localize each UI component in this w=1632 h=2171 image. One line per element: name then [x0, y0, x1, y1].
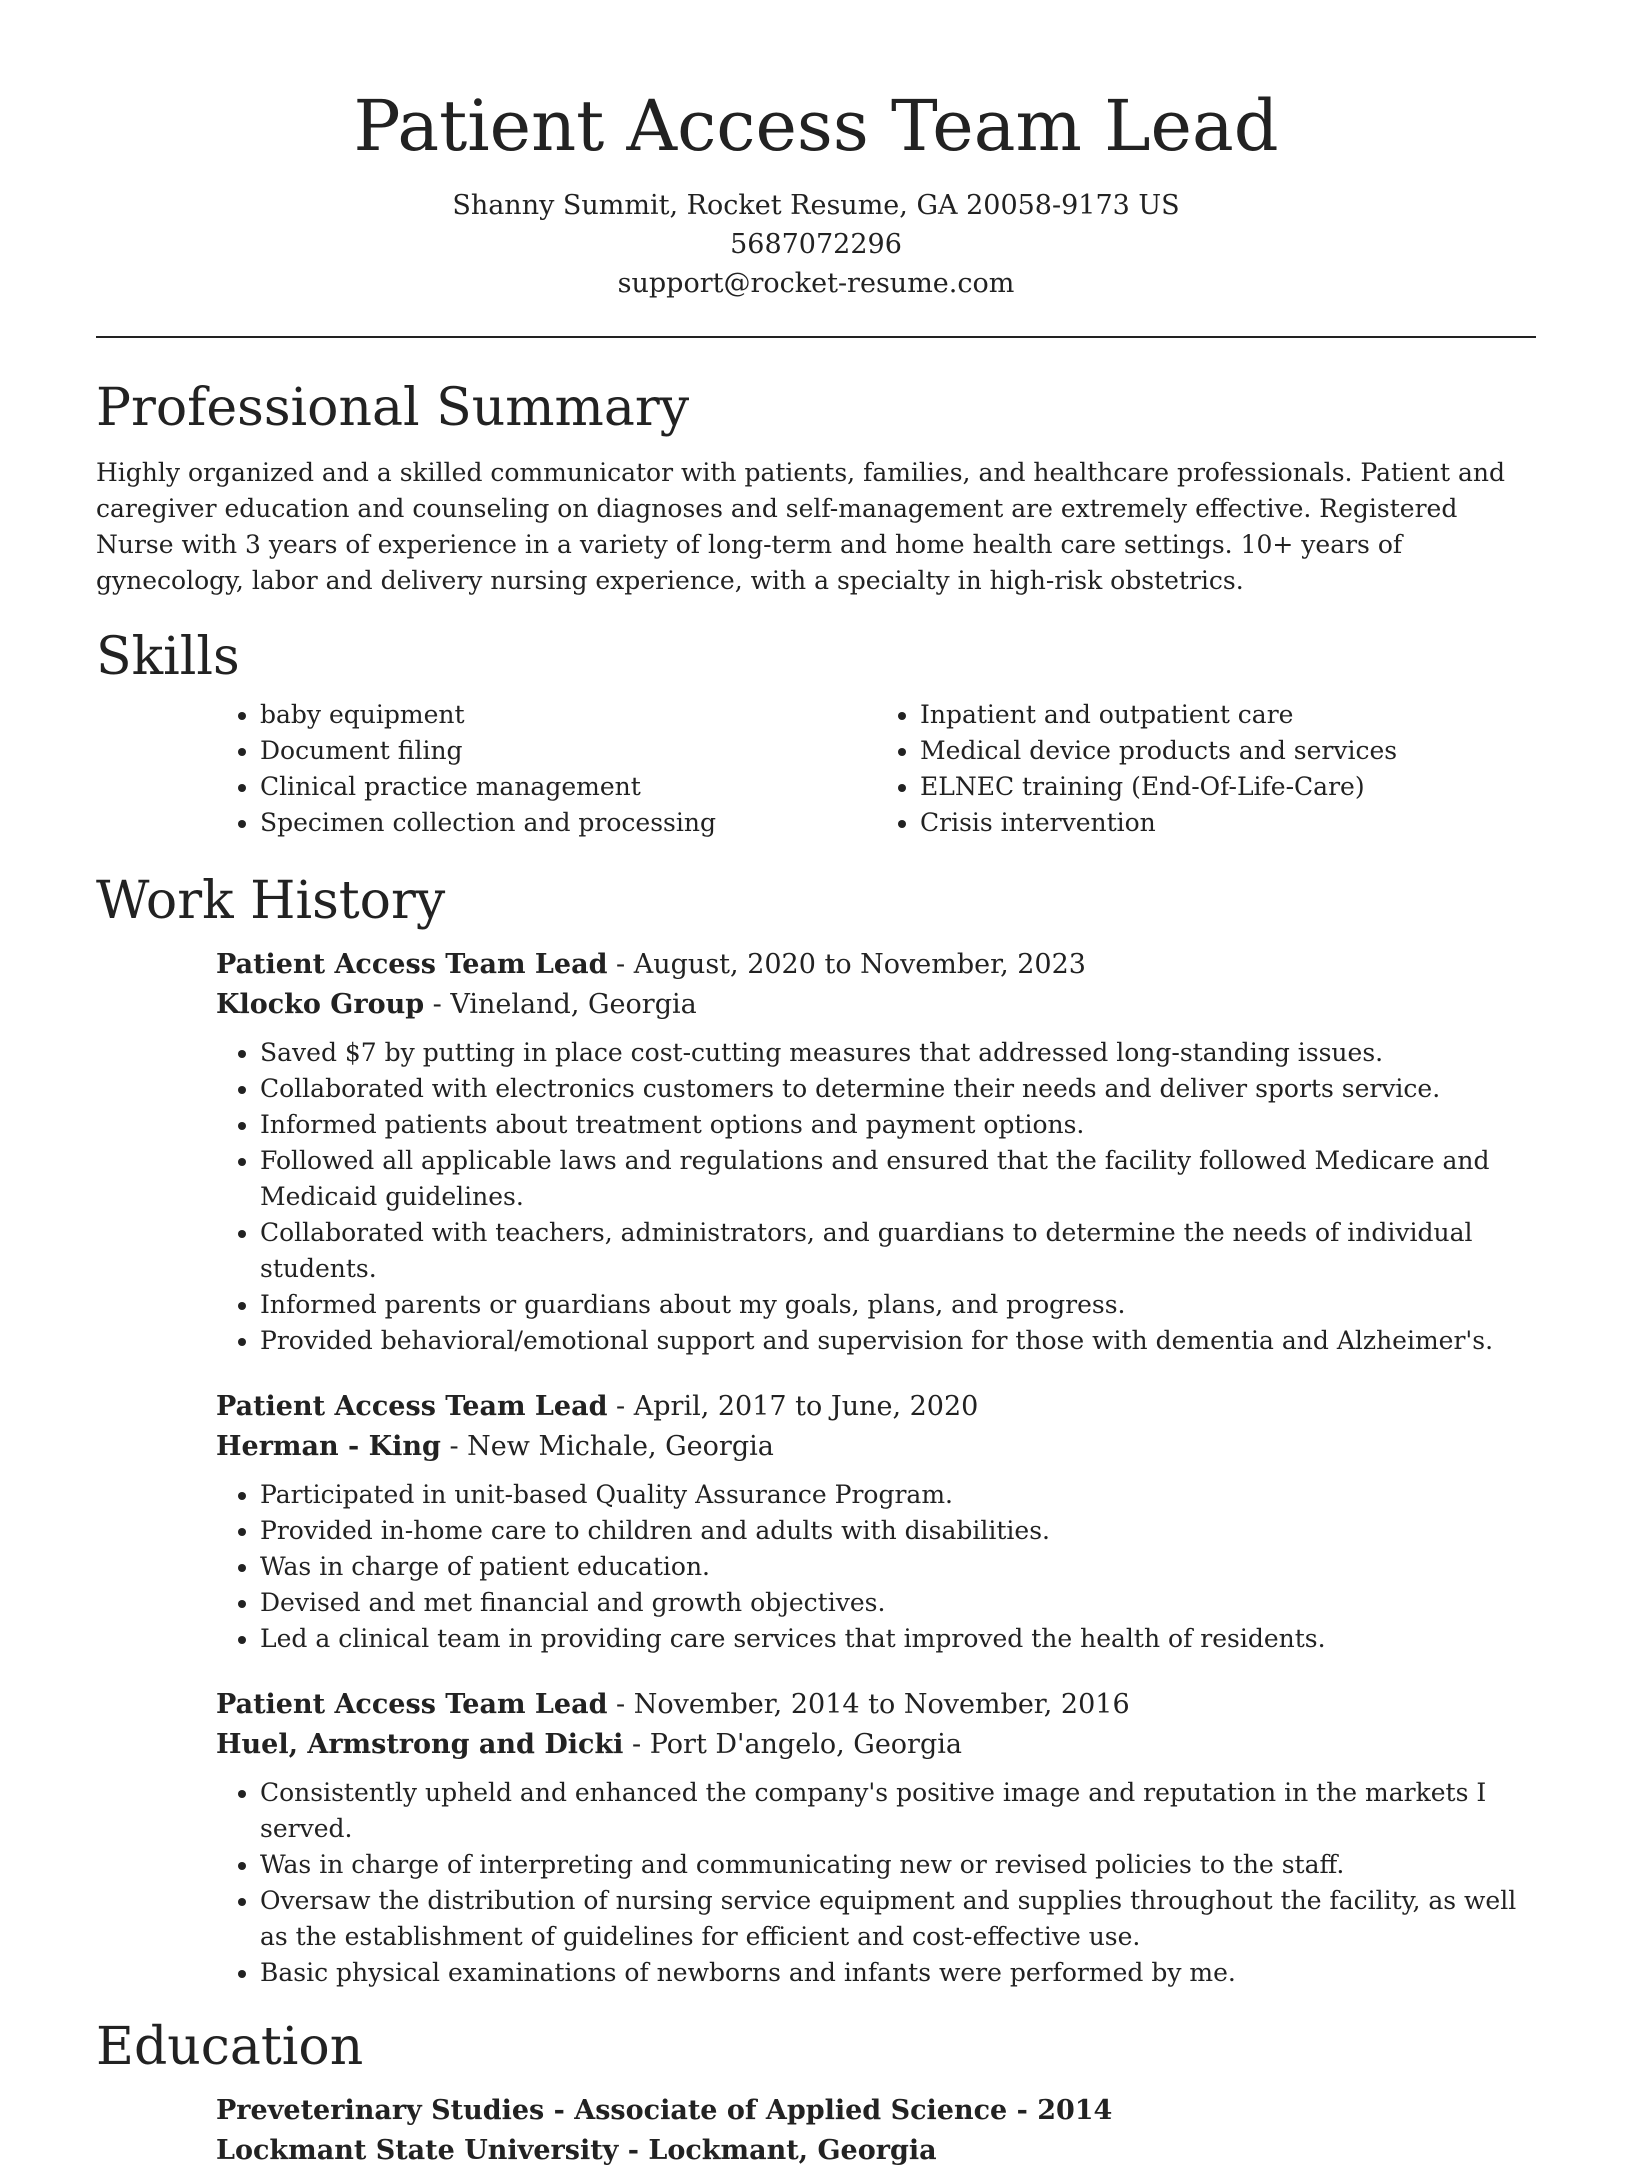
job-dates: - April, 2017 to June, 2020 [607, 1391, 979, 1422]
job-dates: - August, 2020 to November, 2023 [607, 949, 1086, 980]
job-bullet: • Provided in-home care to children and adults with disabilities. [260, 1513, 1536, 1549]
education-heading: Education [96, 2017, 364, 2077]
summary-heading: Professional Summary [96, 378, 690, 438]
job-title: Patient Access Team Lead [216, 1689, 608, 1720]
skill-item: • Inpatient and outpatient care [920, 697, 1536, 733]
job-title-line [216, 1387, 1536, 1427]
job-bullet: • Was in charge of interpreting and communicating new or revised policies to the staff. [260, 1847, 1536, 1883]
contact-info [96, 186, 1536, 303]
company-name: Huel, Armstrong and Dicki [216, 1729, 624, 1760]
job-bullet: • Led a clinical team in providing care services that improved the health of residents. [260, 1621, 1536, 1657]
skill-item: • Clinical practice management [260, 769, 876, 805]
skill-item: • Crisis intervention [920, 805, 1536, 841]
summary-section [96, 376, 1536, 599]
job-title-line [216, 945, 1536, 985]
job-bullet: • Collaborated with teachers, administrators, and guardians to determine the needs of individual students. [260, 1215, 1536, 1287]
skill-item: • Medical device products and services [920, 733, 1536, 769]
job-bullet: • Was in charge of patient education. [260, 1549, 1536, 1585]
page-title: Patient Access Team Lead [353, 85, 1279, 167]
education-section [96, 2015, 1536, 2171]
job-title: Patient Access Team Lead [216, 1391, 608, 1422]
work-history-heading: Work History [96, 871, 446, 931]
job-bullets [216, 1775, 1536, 1991]
contact-email[interactable]: support@rocket-resume.com [617, 268, 1015, 299]
work-history-section [96, 869, 1536, 1991]
company-location: - Vineland, Georgia [424, 989, 697, 1020]
education-degree: Preveterinary Studies - Associate of Applied Science - 2014 [216, 2095, 1113, 2126]
job-bullet: • Informed parents or guardians about my goals, plans, and progress. [260, 1287, 1536, 1323]
company-name: Herman - King [216, 1431, 441, 1462]
summary-text: Highly organized and a skilled communicator with patients, families, and healthcare professionals. Patient and caregiver education and counseling on diagnoses and self-management are extremely effective. Registered Nurse with 3 years of experience in a variety of long-term and home health care settings. 10+ years of gynecology, labor and delivery nursing experience, with a specialty in high-risk obstetrics. [96, 458, 1505, 595]
skill-item: • Specimen collection and processing [260, 805, 876, 841]
contact-address: Shanny Summit, Rocket Resume, GA 20058-9173 US [452, 190, 1180, 221]
job-bullet: • Informed patients about treatment options and payment options. [260, 1107, 1536, 1143]
job-bullet: • Consistently upheld and enhanced the company's positive image and reputation in the markets I served. [260, 1775, 1536, 1847]
skill-item: • Document filing [260, 733, 876, 769]
company-location: - New Michale, Georgia [440, 1431, 774, 1462]
company-line [216, 1427, 1536, 1467]
job-bullet: • Saved $7 by putting in place cost-cutting measures that addressed long-standing issues. [260, 1035, 1536, 1071]
header-divider [96, 336, 1536, 338]
company-line [216, 1725, 1536, 1765]
skill-item: • baby equipment [260, 697, 876, 733]
job-entry [216, 945, 1536, 1359]
resume-page [96, 0, 1536, 2171]
job-title: Patient Access Team Lead [216, 949, 608, 980]
job-bullet: • Participated in unit-based Quality Assurance Program. [260, 1477, 1536, 1513]
job-bullet: • Basic physical examinations of newborns and infants were performed by me. [260, 1955, 1536, 1991]
company-name: Klocko Group [216, 989, 425, 1020]
skills-left-list [216, 697, 876, 841]
job-dates: - November, 2014 to November, 2016 [607, 1689, 1130, 1720]
job-bullet: • Provided behavioral/emotional support and supervision for those with dementia and Alzheimer's. [260, 1323, 1536, 1359]
skills-heading: Skills [96, 627, 240, 687]
education-entry [216, 2091, 1536, 2171]
job-bullet: • Oversaw the distribution of nursing service equipment and supplies throughout the facility, as well as the establishment of guidelines for efficient and cost-effective use. [260, 1883, 1536, 1955]
job-entry [216, 1387, 1536, 1657]
company-line [216, 985, 1536, 1025]
job-bullet: • Followed all applicable laws and regulations and ensured that the facility followed Medicare and Medicaid guidelines. [260, 1143, 1536, 1215]
skills-right-list [876, 697, 1536, 841]
skills-columns [216, 697, 1536, 841]
resume-header [96, 0, 1536, 303]
skills-section [96, 625, 1536, 841]
job-bullet: • Collaborated with electronics customers to determine their needs and deliver sports service. [260, 1071, 1536, 1107]
skill-item: • ELNEC training (End-Of-Life-Care) [920, 769, 1536, 805]
education-school: Lockmant State University - Lockmant, Georgia [216, 2135, 937, 2166]
job-entry [216, 1685, 1536, 1991]
job-bullets [216, 1035, 1536, 1359]
contact-phone: 5687072296 [730, 229, 902, 260]
job-bullets [216, 1477, 1536, 1657]
job-title-line [216, 1685, 1536, 1725]
job-bullet: • Devised and met financial and growth objectives. [260, 1585, 1536, 1621]
company-location: - Port D'angelo, Georgia [623, 1729, 962, 1760]
